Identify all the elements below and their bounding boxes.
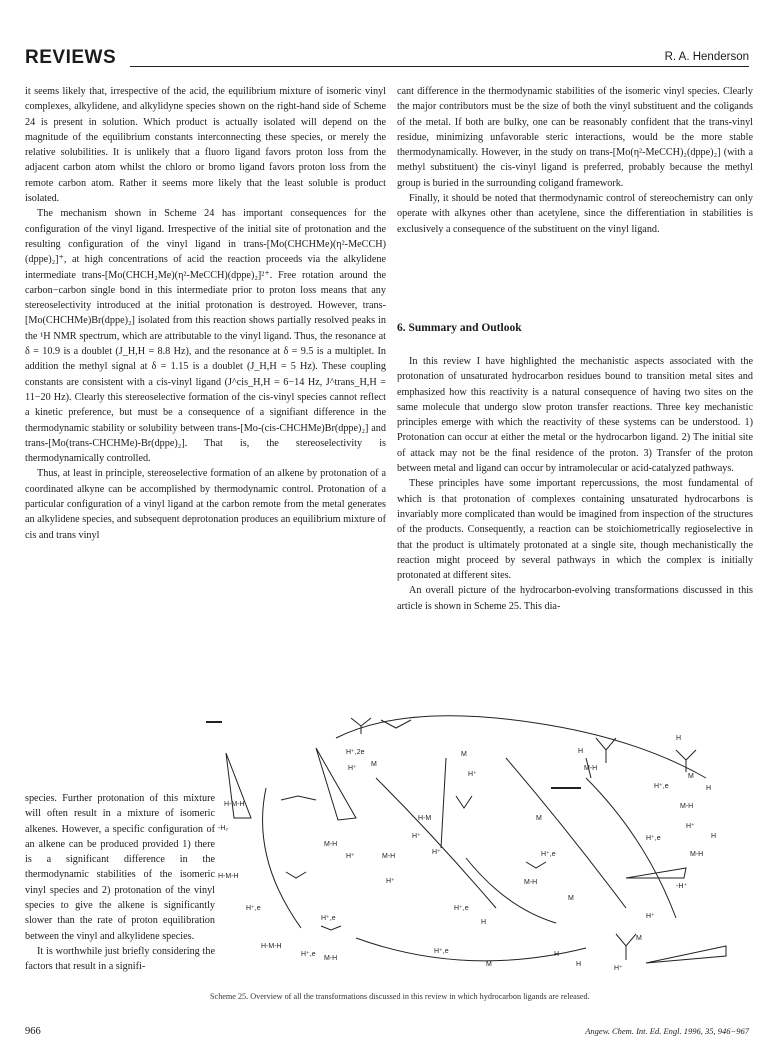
scheme-label: H⁺ [412, 833, 421, 840]
scheme-label: M-H [690, 851, 704, 858]
journal-citation: Angew. Chem. Int. Ed. Engl. 1996, 35, 946−967 [585, 1026, 749, 1036]
scheme-label: H [576, 961, 582, 968]
paragraph: Finally, it should be noted that thermodynamic control of stereochemistry can only operate with alkynes other than acetylene, since the differentiation in stabilities is exclusively a consequence of the substituent on the vinyl ligand. [397, 193, 753, 235]
section-title: 6. Summary and Outlook [397, 322, 522, 334]
scheme-label: M-H [584, 765, 598, 772]
paragraph: An overall picture of the hydrocarbon-evolving transformations discussed in this article is shown in Scheme 25. This dia- [397, 585, 753, 612]
scheme-labels [218, 735, 716, 972]
paragraph: The mechanism shown in Scheme 24 has important consequences for the configuration of the vinyl ligand. Irrespective of the initial site of protonation and the resulting configuration of the vinyl ligand in trans-[Mo(CHCHMe)(η²-MeCCH)(dppe)₂]⁺, at high concentrations of acid the reaction proceeds via the alkylidene intermediate trans-[Mo(CHCH₂Me)(η²-MeCCH)(dppe)₂]²⁺. Free rotation around the carbon−carbon single bond in this intermediate prior to proton loss means that any stereoselectivity introduced at the initial protonation is destroyed. However, trans-[Mo(CHCHMe)Br(dppe)₂] isolated from this reaction shows partially resolved peaks in the ¹H NMR spectrum, which are attributable to the vinyl ligand. Thus, the resonance at δ = 10.9 is a doublet (J_H,H = 8.8 Hz), and the resonance at δ = 9.5 is a multiplet. In addition the methyl signal at δ = 1.15 is a doublet (J_H,H = 5 Hz). These coupling constants are consistent with a cis-vinyl ligand (J^cis_H,H = 6−14 Hz, J^trans_H,H = 11−20 Hz). Clearly this stereoselective formation of the cis-vinyl species cannot reflect a kinetic preference, but must be a consequence of a signifiant difference in the thermodynamic stability or solubility between trans-[Mo-(cis-CHCHMe)Br(dppe)₂] and trans-[Mo(trans-CHCHMe)-Br(dppe)₂]. That is, the stereoselectivity is thermodynamically controlled. [25, 208, 386, 465]
paragraph: cant difference in the thermodynamic stabilities of the isomeric vinyl species. Clearly the major contributors must be the size of both the vinyl substituent and the coligands of the metal. If both are bulky, one can be reasonably confident that the trans-vinyl residue, minimizing unfavorable steric interactions, would be the more stable thermodynamically. However, in the study on trans-[Mo(η²-MeCCH)₂(dppe)₂] (with a methyl substituent) the cis-vinyl ligand is preferred, probably because the methyl group is buried in the surrounding coligand framework. [397, 86, 753, 189]
scheme-label: H⁺,e [454, 905, 469, 912]
author-header: R. A. Henderson [664, 51, 749, 63]
paragraph: it seems likely that, irrespective of the acid, the equilibrium mixture of isomeric vinyl complexes, alkylidene, and alkylidyne species shown on the right-hand side of Scheme 24 is present in solution. Which product is actually isolated will depend on the magnitude of the equilibrium constants interconnecting these species, or merely the relative solubilities. It is unlikely that a fluoro ligand favors proton loss from the adjacent carbon atom whilst the chloro or bromo ligand favors proton loss from the remote carbon atom. Rather it seems more likely that the least soluble is product isolated. [25, 86, 386, 205]
scheme-label: H⁺ [614, 965, 623, 972]
scheme-label: H [711, 833, 717, 840]
page-number: 966 [25, 1026, 41, 1037]
paragraph: Thus, at least in principle, stereoselective formation of an alkene by protonation of a coordinated alkyne can be accomplished by thermodynamic control. Protonation of a particular configuration of a vinyl ligand at the carbon remote from the metal generates an alkylidene species, and subsequent deprotonation produces an equilibrium mixture of cis and trans vinyl [25, 468, 386, 541]
header-rule [130, 66, 749, 67]
scheme-label: H [578, 748, 584, 755]
scheme-label: M-H [680, 803, 694, 810]
paragraph: It is worthwhile just briefly considering the factors that result in a signifi- [25, 945, 215, 973]
scheme-label: H-M-H [224, 801, 245, 808]
paragraph: species. Further protonation of this mixture will often result in a mixture of isomeric alkenes. However, a specific configuration of an alkene can be produced provided 1) there is a significant difference in the thermodynamic stabilities of the isomeric vinyl species and 2) protonation of the vinyl species to give the alkene is significantly slower than the rate of proton equilibration between the vinyl and alkylidene species. [25, 793, 215, 942]
left-narrow-column [25, 791, 215, 975]
scheme-label: M-H [382, 853, 396, 860]
left-column [25, 84, 386, 543]
scheme-svg [206, 678, 758, 988]
scheme-label: H⁺,e [246, 905, 261, 912]
paragraph: These principles have some important repercussions, the most fundamental of which is that protonation of complexes containing unsaturated hydrocarbons is invariably more complicated than would be imagined from inspection of the structures of the products. Consequently, a reaction can be stoichiometrically regioselective in that the product is ultimately protonated at a single site, though mechanistically the reaction might proceed by several pathways in which the complex is initially protonated at different sites. [397, 478, 753, 582]
section-body [397, 354, 753, 614]
scheme-25-diagram [206, 678, 758, 988]
right-column [397, 84, 753, 237]
scheme-label: H-M-H [261, 943, 282, 950]
scheme-label: H [706, 785, 712, 792]
scheme-label: H⁺,e [541, 851, 556, 858]
scheme-label: M-H [524, 879, 538, 886]
scheme-label: H⁺ [686, 823, 695, 830]
scheme-label: M-H [324, 841, 338, 848]
scheme-label: H-M [418, 815, 432, 822]
scheme-label: H⁺,2e [346, 749, 365, 756]
section-header: REVIEWS [25, 47, 117, 68]
scheme-label: H⁺ [468, 771, 477, 778]
scheme-label: H⁺,e [321, 915, 336, 922]
paragraph: In this review I have highlighted the mechanistic aspects associated with the protonation of unsaturated hydrocarbon residues bound to transition metal sites and emphasized how this reactivity is a natural consequence of having two sites on the same molecule that undergo slow proton transfer reactions. Three key mechanistic principles emerge with which the reactivity of these systems can be understood. 1) Protonation can occur at either the metal or the hydrocarbon ligand. 2) The initial site of attack may not be the final residence of the proton. 3) Transfer of the proton between metal and ligand can occur by intramolecular or acid-catalyzed pathways. [397, 356, 753, 475]
scheme-label: M [568, 895, 574, 902]
scheme-label: H [481, 919, 487, 926]
scheme-label: H⁺ [432, 849, 441, 856]
scheme-label: H [676, 735, 682, 742]
scheme-label: H⁺,e [654, 783, 669, 790]
scheme-label: H-M-H [218, 873, 239, 880]
scheme-label: -H⁺ [676, 883, 688, 890]
scheme-label: H⁺,e [646, 835, 661, 842]
scheme-label: H⁺ [346, 853, 355, 860]
scheme-label: H⁺,e [301, 951, 316, 958]
scheme-label: H⁺,e [434, 948, 449, 955]
scheme-label: M [636, 935, 642, 942]
scheme-caption: Scheme 25. Overview of all the transformations discussed in this review in which hydrocarbon ligands are released. [210, 992, 590, 1001]
scheme-label: H⁺ [348, 765, 357, 772]
scheme-label: M [371, 761, 377, 768]
scheme-label: M [688, 773, 694, 780]
scheme-label: H [554, 951, 560, 958]
scheme-label: M [486, 961, 492, 968]
scheme-label: M-H [324, 955, 338, 962]
scheme-label: H⁺ [646, 913, 655, 920]
scheme-label: M [536, 815, 542, 822]
scheme-label: -H₂ [218, 825, 229, 832]
scheme-label: H⁺ [386, 878, 395, 885]
scheme-label: M [461, 751, 467, 758]
